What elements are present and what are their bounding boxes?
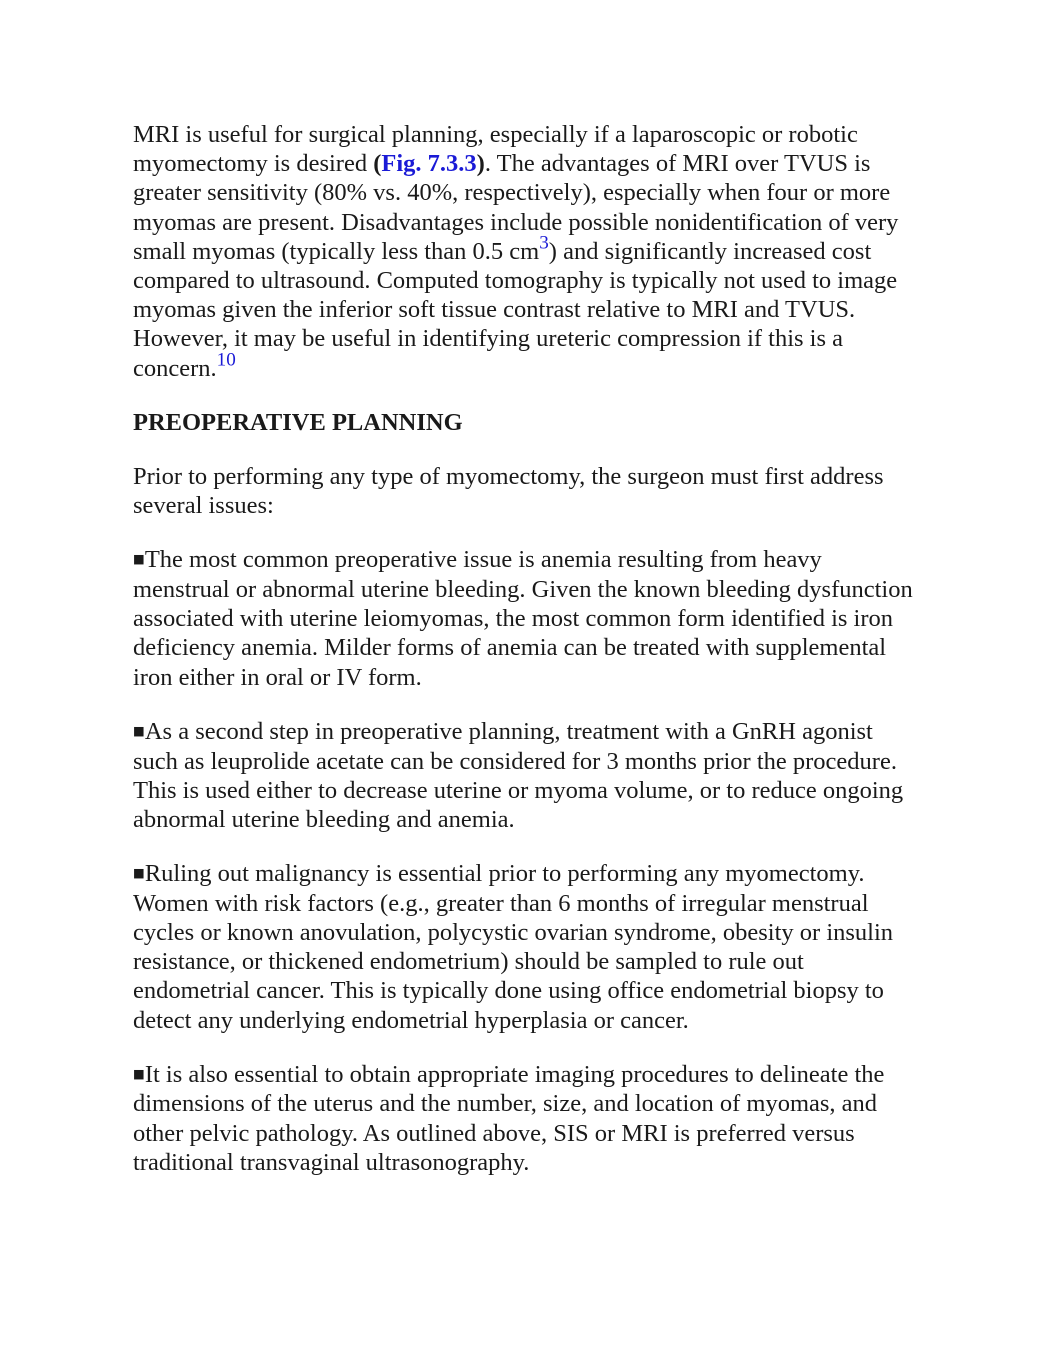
citation-link-10[interactable]: 10 bbox=[216, 349, 236, 371]
bullet-text-2: As a second step in preoperative planning, treatment with a GnRH agonist such as leuprolide acetate can be considered for 3 months prior the procedure. This is used either to decrease uterine or myoma volume, or to reduce ongoing abnormal uterine bleeding and anemia. bbox=[133, 717, 904, 833]
bullet-item-4 bbox=[133, 1060, 923, 1177]
intro-paragraph bbox=[133, 120, 923, 383]
square-bullet-icon: ■ bbox=[133, 1064, 145, 1086]
intro-text-part2: . The advantages of MRI over TVUS is greater sensitivity (80% vs. 40%, respectively), especially when four or more myomas are present. Disadvantages include possible nonidentification of very small myomas (typically less than 0.5 cm bbox=[133, 150, 899, 265]
bullet-item-3 bbox=[133, 859, 923, 1035]
figure-link[interactable]: Fig. 7.3.3 bbox=[381, 150, 477, 178]
bullet-item-1 bbox=[133, 545, 923, 691]
intro-text-part3: ) and significantly increased cost compared to ultrasound. Computed tomography is typically not used to image myomas given the inferior soft tissue contrast relative to MRI and TVUS. However, it may be useful in identifying ureteric compression if this is a concern. bbox=[133, 237, 898, 382]
square-bullet-icon: ■ bbox=[133, 863, 145, 885]
document-page bbox=[133, 120, 923, 1202]
citation-superscript bbox=[217, 349, 236, 370]
figure-ref-close-paren: ) bbox=[476, 150, 485, 178]
bullet-text-4: It is also essential to obtain appropriate imaging procedures to delineate the dimensions of the uterus and the number, size, and location of myomas, and other pelvic pathology. As outlined above, SIS or MRI is preferred versus traditional transvaginal ultrasonography. bbox=[133, 1060, 885, 1176]
superscript-cubic-link[interactable]: 3 bbox=[539, 232, 549, 254]
bullet-item-2 bbox=[133, 717, 923, 834]
figure-reference bbox=[373, 150, 485, 177]
lead-paragraph: Prior to performing any type of myomectomy, the surgeon must first address several issues: bbox=[133, 463, 884, 520]
intro-text-part1: MRI is useful for surgical planning, especially if a laparoscopic or robotic myomectomy is desired bbox=[133, 121, 858, 178]
square-bullet-icon: ■ bbox=[133, 721, 145, 743]
superscript-cubic bbox=[539, 232, 549, 253]
section-heading: PREOPERATIVE PLANNING bbox=[133, 408, 463, 436]
bullet-text-1: The most common preoperative issue is anemia resulting from heavy menstrual or abnormal uterine bleeding. Given the known bleeding dysfunction associated with uterine leiomyomas, the most common form identified is iron deficiency anemia. Milder forms of anemia can be treated with supplemental iron either in oral or IV form. bbox=[133, 546, 913, 691]
bullet-text-3: Ruling out malignancy is essential prior to performing any myomectomy. Women with risk factors (e.g., greater than 6 months of irregular menstrual cycles or known anovulation, polycystic ovarian syndrome, obesity or insulin resistance, or thickened endometrium) should be sampled to rule out endometrial cancer. This is typically done using office endometrial biopsy to detect any underlying endometrial hyperplasia or cancer. bbox=[133, 860, 894, 1034]
figure-ref-open-paren: ( bbox=[373, 150, 382, 178]
square-bullet-icon: ■ bbox=[133, 549, 145, 571]
